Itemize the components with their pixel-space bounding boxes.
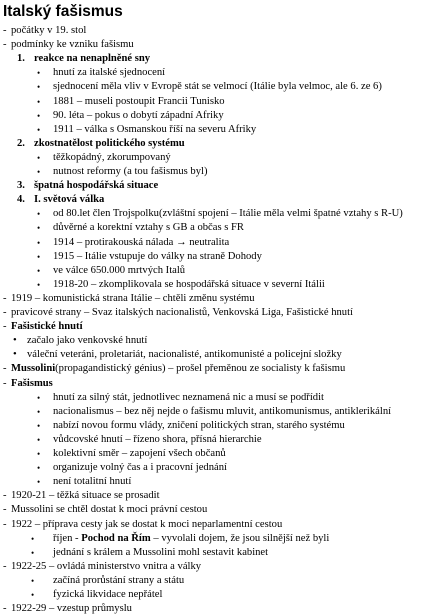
- bold-term: Fašistické hnutí: [11, 321, 83, 333]
- bullet-marker: •: [37, 449, 41, 459]
- list-item: [0, 546, 439, 560]
- list-item: [0, 221, 439, 235]
- list-item: [0, 24, 439, 38]
- bullet-marker: •: [37, 463, 41, 474]
- list-item: [0, 405, 439, 419]
- text-run: 1920-21 – těžká situace se prosadit: [11, 490, 160, 502]
- text-run: (propagandistický génius) – prošel přeměnou ze socialisty k fašismu: [55, 363, 346, 375]
- list-item-text: [53, 109, 224, 123]
- list-item-text: [11, 362, 345, 376]
- list-item-text: [53, 236, 229, 250]
- bullet-marker: •: [13, 335, 17, 347]
- text-run: fyzická likvidace nepřátel: [53, 589, 163, 600]
- list-item: [0, 137, 439, 151]
- bold-term: Mussolini: [11, 363, 56, 375]
- dash-marker: -: [3, 363, 7, 375]
- text-run: 1881 – museli postoupit Francii Tunisko: [53, 95, 225, 107]
- list-item-text: [53, 532, 329, 546]
- list-item: [0, 292, 439, 306]
- list-item-text: [27, 348, 342, 362]
- bold-term: zkostnatělost politického systému: [34, 137, 185, 149]
- list-item-text: [53, 419, 345, 433]
- list-item: [0, 80, 439, 94]
- list-item: [0, 475, 439, 489]
- dash-marker: -: [3, 39, 7, 51]
- list-item-text: [53, 123, 256, 137]
- bullet-marker: •: [37, 209, 41, 220]
- list-item-text: [53, 250, 262, 264]
- bullet-marker: •: [31, 533, 35, 544]
- list-item-text: [34, 137, 185, 151]
- list-item-text: [27, 334, 147, 348]
- bullet-marker: •: [31, 547, 35, 558]
- list-item: [0, 574, 439, 588]
- list-item-text: [11, 518, 282, 532]
- list-item-text: [11, 560, 201, 574]
- list-item-text: [53, 95, 225, 109]
- text-run: 90. léta – pokus o dobytí západní Afriky: [53, 109, 224, 121]
- text-run: ve válce 650.000 mrtvých Italů: [53, 264, 186, 276]
- bullet-marker: •: [37, 392, 41, 403]
- dash-marker: -: [3, 560, 7, 572]
- list-item-text: [11, 602, 132, 616]
- text-run: hnutí za italské sjednocení: [53, 67, 166, 79]
- text-run: 1918-20 – zkomplikovala se hospodářská situace v severní Itálii: [53, 278, 325, 290]
- list-item: [0, 151, 439, 165]
- list-item: [0, 489, 439, 503]
- list-item: [0, 518, 439, 532]
- list-number: 2.: [17, 137, 25, 149]
- list-item-text: [11, 292, 255, 306]
- list-item-text: [53, 264, 185, 278]
- list-item: [0, 109, 439, 123]
- list-item: [0, 602, 439, 616]
- list-item-text: [53, 165, 207, 179]
- bullet-marker: •: [37, 420, 41, 431]
- text-run: jednání s králem a Mussolini mohl sestavit kabinet: [53, 546, 269, 558]
- list-item: [0, 461, 439, 475]
- list-item-text: [53, 574, 184, 588]
- dash-marker: -: [3, 307, 7, 318]
- bullet-marker: •: [37, 167, 41, 177]
- dash-marker: -: [3, 321, 7, 333]
- list-item: [0, 433, 439, 447]
- bullet-marker: •: [37, 279, 41, 290]
- dash-marker: -: [3, 603, 7, 615]
- text-run: není totalitní hnutí: [53, 476, 132, 488]
- text-run: 1915 – Itálie vstupuje do války na straně Dohody: [53, 250, 262, 262]
- list-item-text: [34, 52, 150, 66]
- dash-marker: -: [3, 25, 7, 36]
- list-item: [0, 66, 439, 80]
- bullet-marker: •: [37, 237, 41, 248]
- list-item: [0, 560, 439, 574]
- dash-marker: -: [3, 504, 7, 516]
- text-run: hnutí za silný stát, jednotlivec neznamená nic a musí se podřídit: [53, 391, 324, 403]
- list-item-text: [53, 433, 262, 447]
- bullet-marker: •: [31, 590, 35, 600]
- list-item: [0, 306, 439, 320]
- list-item-text: [53, 405, 391, 419]
- list-item: [0, 278, 439, 292]
- text-run: podmínky ke vzniku fašismu: [11, 39, 134, 51]
- bullet-marker: •: [37, 477, 41, 488]
- bullet-marker: •: [37, 152, 41, 163]
- list-item: [0, 236, 439, 250]
- list-item-text: [11, 489, 160, 503]
- text-run: pravicové strany – Svaz italských nacionalistů, Venkovská Liga, Fašistické hnutí: [11, 307, 353, 318]
- list-number: 4.: [17, 194, 25, 206]
- text-run: 1919 – komunistická strana Itálie – chtěli změnu systému: [11, 292, 255, 304]
- text-run: 1922-29 – vzestup průmyslu: [11, 603, 132, 615]
- text-run: kolektivní směr – zapojení všech občanů: [53, 448, 226, 459]
- text-run: začíná prorůstání strany a státu: [53, 574, 185, 586]
- list-item: [0, 348, 439, 362]
- bullet-marker: •: [37, 434, 41, 445]
- list-item-text: [11, 320, 83, 334]
- list-item: [0, 503, 439, 517]
- bullet-marker: •: [13, 349, 17, 361]
- list-item-text: [34, 193, 104, 207]
- text-run: těžkopádný, zkorumpovaný: [53, 151, 171, 163]
- list-item: [0, 38, 439, 52]
- list-item-text: [53, 546, 268, 560]
- bullet-marker: •: [37, 406, 41, 417]
- list-item: [0, 320, 439, 334]
- list-item-text: [11, 24, 86, 38]
- list-item: [0, 419, 439, 433]
- text-run: nutnost reformy (a tou fašismus byl): [53, 166, 208, 177]
- list-item-text: [53, 447, 226, 461]
- list-item-text: [53, 475, 131, 489]
- bullet-marker: •: [37, 110, 41, 121]
- dash-marker: -: [3, 490, 7, 502]
- list-item: [0, 532, 439, 546]
- list-item-text: [53, 461, 227, 475]
- text-run: – vyvolali dojem, že jsou silnější než byli: [150, 532, 330, 544]
- list-item: [0, 377, 439, 391]
- bullet-marker: •: [37, 124, 41, 135]
- bold-term: Pochod na Řím: [81, 532, 151, 544]
- list-item-text: [53, 151, 171, 165]
- bullet-marker: •: [31, 575, 35, 586]
- list-item: [0, 123, 439, 137]
- text-run: organizuje volný čas a i pracovní jednání: [53, 462, 227, 474]
- text-run: 1922 – příprava cesty jak se dostat k moci neparlamentní cestou: [11, 518, 283, 530]
- list-number: 3.: [17, 180, 25, 192]
- list-item-text: [53, 278, 325, 292]
- dash-marker: -: [3, 377, 7, 389]
- list-item-text: [53, 391, 324, 405]
- list-item: [0, 334, 439, 348]
- text-run: počátky v 19. stol: [11, 25, 87, 36]
- list-item: [0, 391, 439, 405]
- list-item-text: [11, 377, 53, 391]
- text-run: 1922-25 – ovládá ministerstvo vnitra a války: [11, 560, 202, 572]
- bold-term: Fašismus: [11, 377, 53, 389]
- text-run: důvěrné a korektní vztahy s GB a občas s FR: [53, 222, 244, 234]
- list-item: [0, 193, 439, 207]
- text-run: váleční veteráni, proletariát, nacionalisté, antikomunisté a policejní složky: [27, 349, 342, 361]
- list-item-text: [53, 221, 244, 235]
- list-item: [0, 165, 439, 179]
- text-run: sjednocení měla vliv v Evropě stát se velmocí (Itálie byla velmoc, ale 6. ze 6): [53, 81, 382, 93]
- list-item-text: [53, 588, 162, 602]
- list-item: [0, 264, 439, 278]
- list-item: [0, 362, 439, 376]
- text-run: nabízí novou formu vlády, zničení politických stran, starého systému: [53, 419, 345, 431]
- list-item-text: [11, 306, 353, 320]
- text-run: vůdcovské hnutí – řízeno shora, přísná hierarchie: [53, 433, 262, 445]
- text-run: nacionalismus – bez něj nejde o fašismu mluvit, antikomunismus, antiklerikální: [53, 405, 392, 417]
- list-item-text: [53, 66, 165, 80]
- bullet-marker: •: [37, 251, 41, 262]
- text-run: od 80.let člen Trojspolku(zvláštní spojení – Itálie měla velmi špatné vztahy s R-U): [53, 208, 403, 220]
- bullet-marker: •: [37, 223, 41, 234]
- bold-term: I. světová válka: [34, 194, 105, 206]
- dash-marker: -: [3, 292, 7, 304]
- bullet-marker: •: [37, 68, 41, 79]
- list-item: [0, 250, 439, 264]
- bullet-marker: •: [37, 265, 41, 276]
- document-title: Italský fašismus: [3, 3, 123, 20]
- text-run: říjen -: [53, 532, 82, 544]
- list-item-text: [34, 179, 158, 193]
- list-item-text: [11, 38, 134, 52]
- list-item: [0, 588, 439, 602]
- text-run: 1914 – protirakouská nálada → neutralita: [53, 236, 230, 248]
- list-item: [0, 95, 439, 109]
- bullet-marker: •: [37, 96, 41, 107]
- list-item: [0, 447, 439, 461]
- list-item-text: [53, 80, 382, 94]
- list-item-text: [11, 503, 207, 517]
- list-number: 1.: [17, 53, 25, 65]
- dash-marker: -: [3, 518, 7, 530]
- bullet-marker: •: [37, 82, 41, 93]
- list-item: [0, 207, 439, 221]
- bold-term: reakce na nenaplněné sny: [34, 53, 151, 65]
- text-run: 1911 – válka s Osmanskou říší na severu Afriky: [53, 123, 257, 135]
- bold-term: špatná hospodářská situace: [34, 180, 159, 192]
- text-run: začalo jako venkovské hnutí: [27, 335, 148, 347]
- list-item: [0, 52, 439, 66]
- list-item-text: [53, 207, 403, 221]
- text-run: Mussolini se chtěl dostat k moci právní cestou: [11, 504, 208, 516]
- list-item: [0, 179, 439, 193]
